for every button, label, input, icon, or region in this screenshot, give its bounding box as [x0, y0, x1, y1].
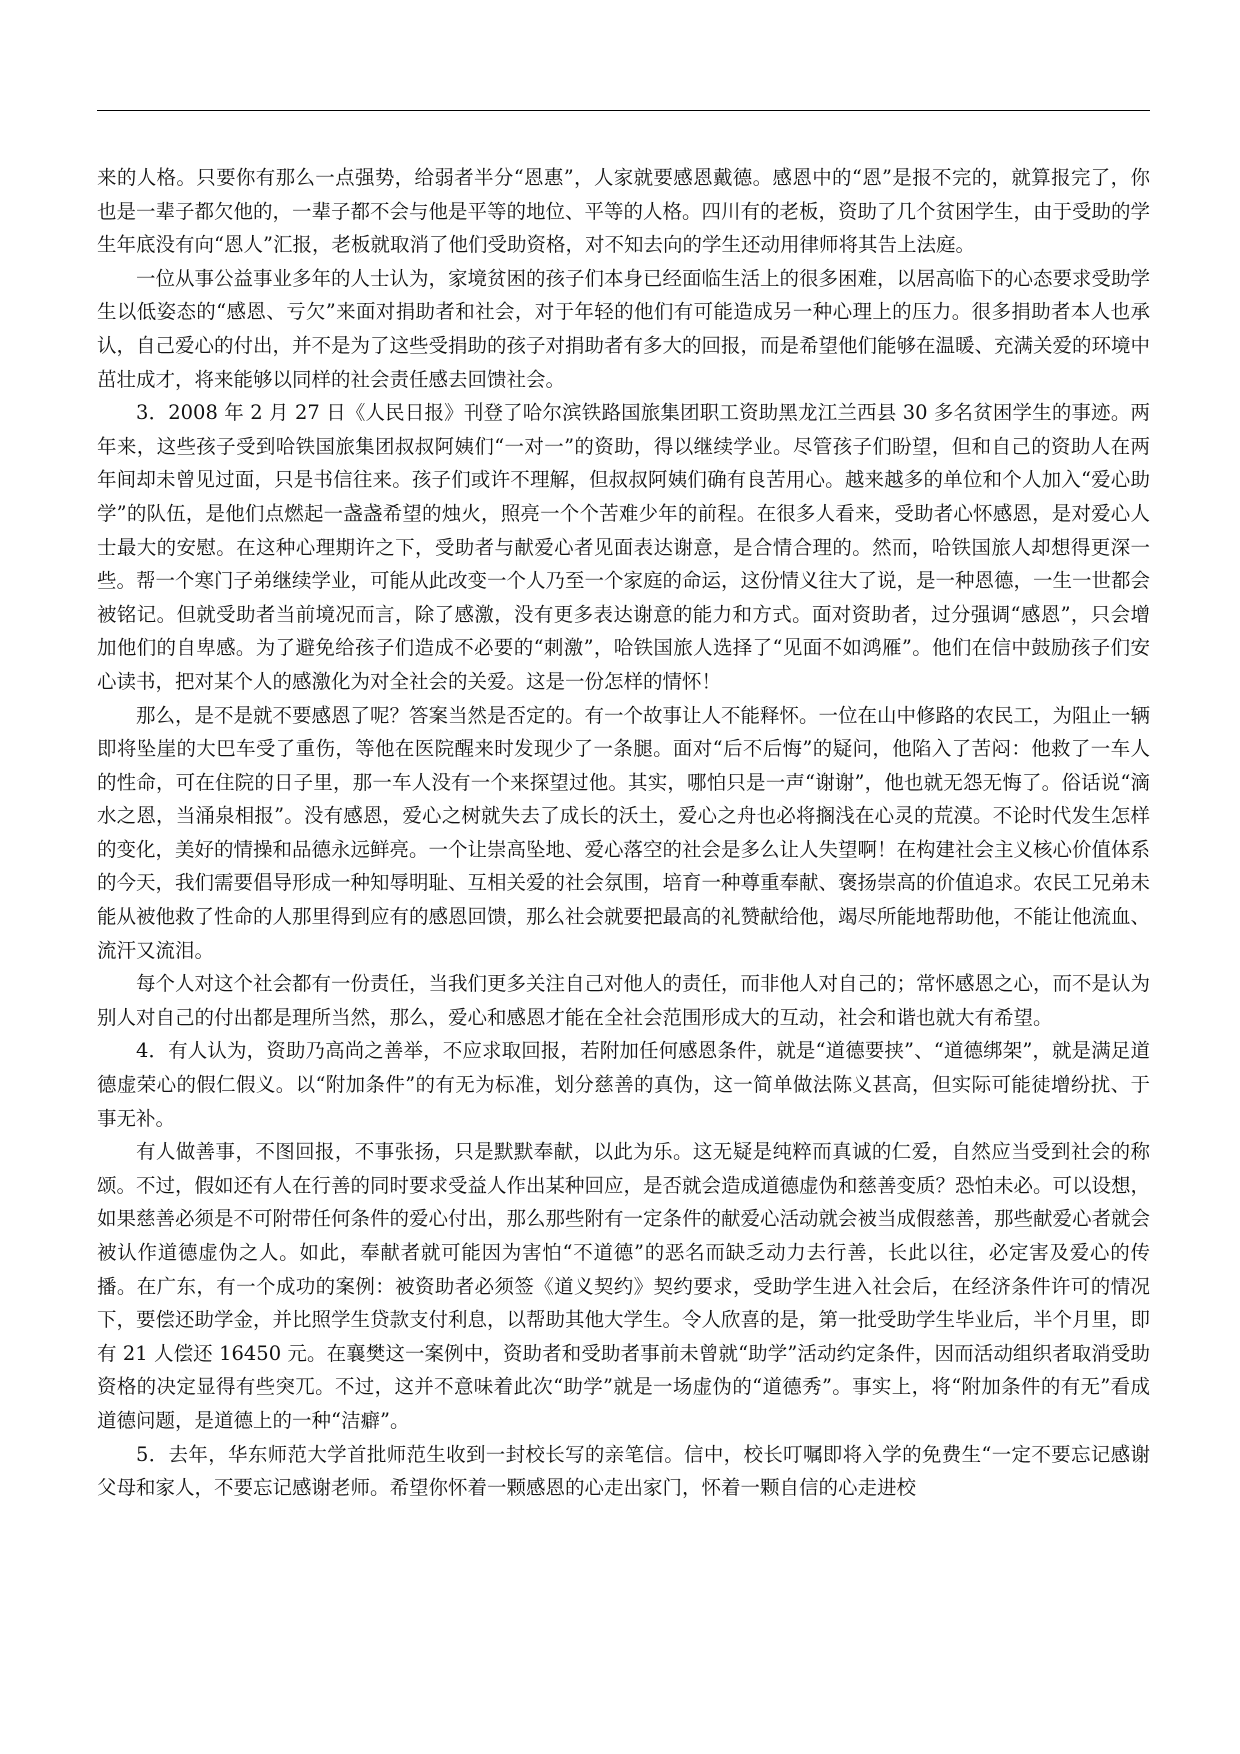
paragraph: 每个人对这个社会都有一份责任，当我们更多关注自己对他人的责任，而非他人对自己的；常怀感恩之心，而不是认为别人对自己的付出都是理所当然，那么，爱心和感恩才能在全社会范围形成大的互动，社会和谐也就大有希望。	[97, 972, 1151, 1029]
paragraph: 有人做善事，不图回报，不事张扬，只是默默奉献，以此为乐。这无疑是纯粹而真诚的仁爱，自然应当受到社会的称颂。不过，假如还有人在行善的同时要求受益人作出某种回应，是否就会造成道德虚伪和慈善变质？恐怕未必。可以设想，如果慈善必须是不可附带任何条件的爱心付出，那么那些附有一定条件的献爱心活动就会被当成假慈善，那些献爱心者就会被认作道德虚伪之人。如此，奉献者就可能因为害怕“不道德”的恶名而缺乏动力去行善，长此以往，必定害及爱心的传播。在广东，有一个成功的案例：被资助者必须签《道义契约》契约要求，受助学生进入社会后，在经济条件许可的情况下，要偿还助学金，并比照学生贷款支付利息，以帮助其他大学生。令人欣喜的是，第一批受助学生毕业后，半个月里，即有 21 人偿还 16450 元。在襄樊这一案例中，资助者和受助者事前未曾就“助学”活动约定条件，因而活动组织者取消受助资格的决定显得有些突兀。不过，这并不意味着此次“助学”就是一场虚伪的“道德秀”。事实上，将“附加条件的有无”看成道德问题，是道德上的一种“洁癖”。	[97, 1140, 1151, 1432]
paragraph: 5．去年，华东师范大学首批师范生收到一封校长写的亲笔信。信中，校长叮嘱即将入学的免费生“一定不要忘记感谢父母和家人，不要忘记感谢老师。希望你怀着一颗感恩的心走出家门，怀着一颗自信的心走进校	[97, 1442, 1150, 1500]
paragraph: 3．2008 年 2 月 27 日《人民日报》刊登了哈尔滨铁路国旅集团职工资助黑龙江兰西县 30 多名贫困学生的事迹。两年来，这些孩子受到哈铁国旅集团叔叔阿姨们“一对一”的资助，得以继续学业。尽管孩子们盼望，但和自己的资助人在两年间却未曾见过面，只是书信往来。孩子们或许不理解，但叔叔阿姨们确有良苦用心。越来越多的单位和个人加入“爱心助学”的队伍，是他们点燃起一盏盏希望的烛火，照亮一个个苦难少年的前程。在很多人看来，受助者心怀感恩，是对爱心人士最大的安慰。在这种心理期许之下，受助者与献爱心者见面表达谢意，是合情合理的。然而，哈铁国旅人却想得更深一些。帮一个寒门子弟继续学业，可能从此改变一个人乃至一个家庭的命运，这份情义往大了说，是一种恩德，一生一世都会被铭记。但就受助者当前境况而言，除了感激，没有更多表达谢意的能力和方式。面对资助者，过分强调“感恩”，只会增加他们的自卑感。为了避免给孩子们造成不必要的“刺激”，哈铁国旅人选择了“见面不如鸿雁”。他们在信中鼓励孩子们安心读书，把对某个人的感激化为对全社会的关爱。这是一份怎样的情怀！	[97, 401, 1151, 693]
document-body	[97, 161, 1150, 1505]
paragraph: 那么，是不是就不要感恩了呢？答案当然是否定的。有一个故事让人不能释怀。一位在山中修路的农民工，为阻止一辆即将坠崖的大巴车受了重伤，等他在医院醒来时发现少了一条腿。面对“后不后悔”的疑问，他陷入了苦闷：他救了一车人的性命，可在住院的日子里，那一车人没有一个来探望过他。其实，哪怕只是一声“谢谢”，他也就无怨无悔了。俗话说“滴水之恩，当涌泉相报”。没有感恩，爱心之树就失去了成长的沃土，爱心之舟也必将搁浅在心灵的荒漠。不论时代发生怎样的变化，美好的情操和品德永远鲜亮。一个让崇高坠地、爱心落空的社会是多么让人失望啊！在构建社会主义核心价值体系的今天，我们需要倡导形成一种知辱明耻、互相关爱的社会氛围，培育一种尊重奉献、褒扬崇高的价值追求。农民工兄弟未能从被他救了性命的人那里得到应有的感恩回馈，那么社会就要把最高的礼赞献给他，竭尽所能地帮助他，不能让他流血、流汗又流泪。	[97, 703, 1151, 962]
paragraph: 来的人格。只要你有那么一点强势，给弱者半分“恩惠”，人家就要感恩戴德。感恩中的“恩”是报不完的，就算报完了，你也是一辈子都欠他的，一辈子都不会与他是平等的地位、平等的人格。四川有的老板，资助了几个贫困学生，由于受助的学生年底没有向“恩人”汇报，老板就取消了他们受助资格，对不知去向的学生还动用律师将其告上法庭。	[97, 166, 1151, 257]
paragraph: 一位从事公益事业多年的人士认为，家境贫困的孩子们本身已经面临生活上的很多困难，以居高临下的心态要求受助学生以低姿态的“感恩、亏欠”来面对捐助者和社会，对于年轻的他们有可能造成另一种心理上的压力。很多捐助者本人也承认，自己爱心的付出，并不是为了这些受捐助的孩子对捐助者有多大的回报，而是希望他们能够在温暖、充满关爱的环境中茁壮成才，将来能够以同样的社会责任感去回馈社会。	[97, 266, 1151, 391]
paragraph: 4．有人认为，资助乃高尚之善举，不应求取回报，若附加任何感恩条件，就是“道德要挟”、“道德绑架”，就是满足道德虚荣心的假仁假义。以“附加条件”的有无为标准，划分慈善的真伪，这一简单做法陈义甚高，但实际可能徒增纷扰、于事无补。	[97, 1039, 1150, 1130]
header-rule	[97, 110, 1150, 111]
